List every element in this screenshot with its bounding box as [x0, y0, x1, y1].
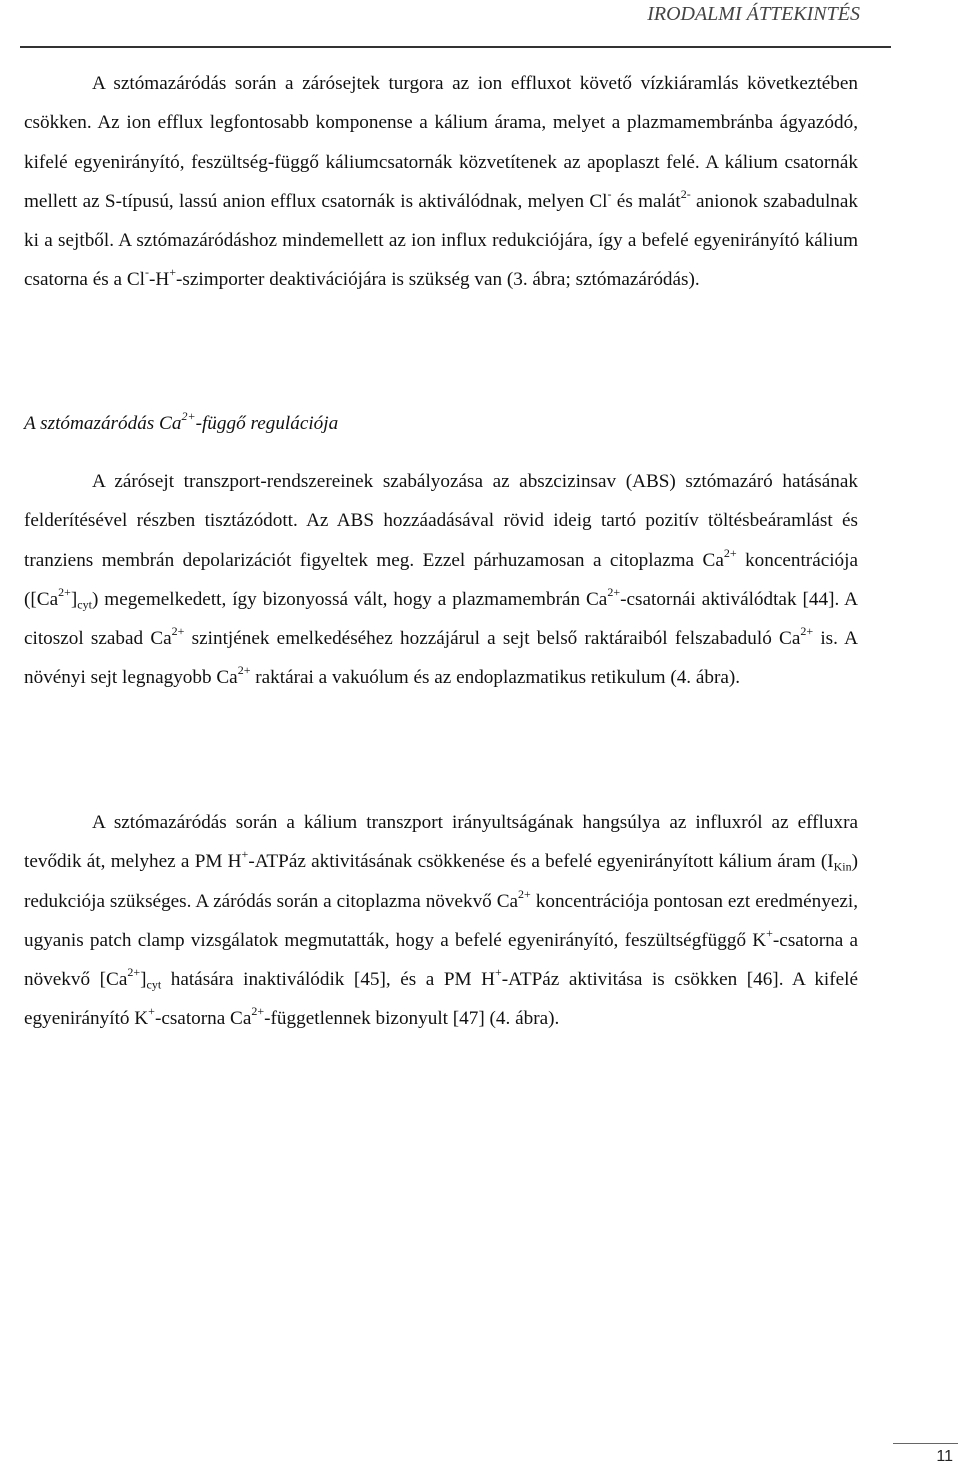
running-header: IRODALMI ÁTTEKINTÉS	[647, 3, 860, 25]
paragraph-2: A zárósejt transzport-rendszereinek szabályozása az abszcizinsav (ABS) sztómazáró hatásának felderítésével részben tisztázódott. Az ABS hozzáadásával rövid ideig tartó pozitív töltésbeáramlást és tranziens membrán depolarizációt figyeltek meg. Ezzel párhuzamosan a citoplazma $Ca^{2+}$ koncentrációja $([Ca^{2+}]_{cyt})$ megemelkedett, így bizonyossá vált, hogy a plazmamembrán $Ca^{2+}$-csatornái aktiválódtak [44]. A citoszol szabad $Ca^{2+}$ szintjének emelkedéséhez hozzájárul a sejt belső raktáraiból felszabaduló $Ca^{2+}$ is. A növényi sejt legnagyobb $Ca^{2+}$ raktárai a vakuólum és az endoplazmatikus retikulum (4. ábra).	[24, 471, 859, 689]
paragraph-1: A sztómazáródás során a zárósejtek turgora az ion effluxot követő vízkiáramlás következtében csökken. Az ion efflux legfontosabb komponense a kálium árama, melyet a plazmamembránba ágyazódó, kifelé egyenirányító, feszültség-függő káliumcsatornák közvetítenek az apoplaszt felé. A kálium csatornák mellett az S-típusú, lassú anion efflux csatornák is aktiválódnak, melyen Cl- és malát$^{2-}$ anionok szabadulnak ki a sejtből. A sztómazáródáshoz mindemellett az ion influx redukciójára, így a befelé egyenirányító kálium csatorna és a Cl--H+-szimporter deaktivációjára is szükség van (3. ábra; sztómazáródás).	[24, 73, 859, 291]
paragraph-3: A sztómazáródás során a kálium transzport irányultságának hangsúlya az influxról az effluxra tevődik át, melyhez a PM H+-ATPáz aktivitásának csökkenése és a befelé egyenirányított kálium áram $(I_{Kin})$ redukciója szükséges. A záródás során a citoplazma növekvő $Ca^{2+}$ koncentrációja pontosan ezt eredményezi, ugyanis patch clamp vizsgálatok megmutatták, hogy a befelé egyenirányító, feszültségfüggő K+-csatorna a növekvő $[Ca^{2+}]_{cyt}$ hatására inaktiválódik [45], és a PM H+-ATPáz aktivitása is csökken [46]. A kifelé egyenirányító K+-csatorna $Ca^{2+}$-függetlennek bizonyult [47] (4. ábra).	[24, 812, 859, 1030]
page-number-rule	[893, 1443, 958, 1444]
header-rule	[20, 46, 891, 48]
page-number: 11	[936, 1448, 953, 1465]
section-heading: A sztómazáródás $Ca^{2+}$-függő regulációja	[24, 409, 339, 434]
